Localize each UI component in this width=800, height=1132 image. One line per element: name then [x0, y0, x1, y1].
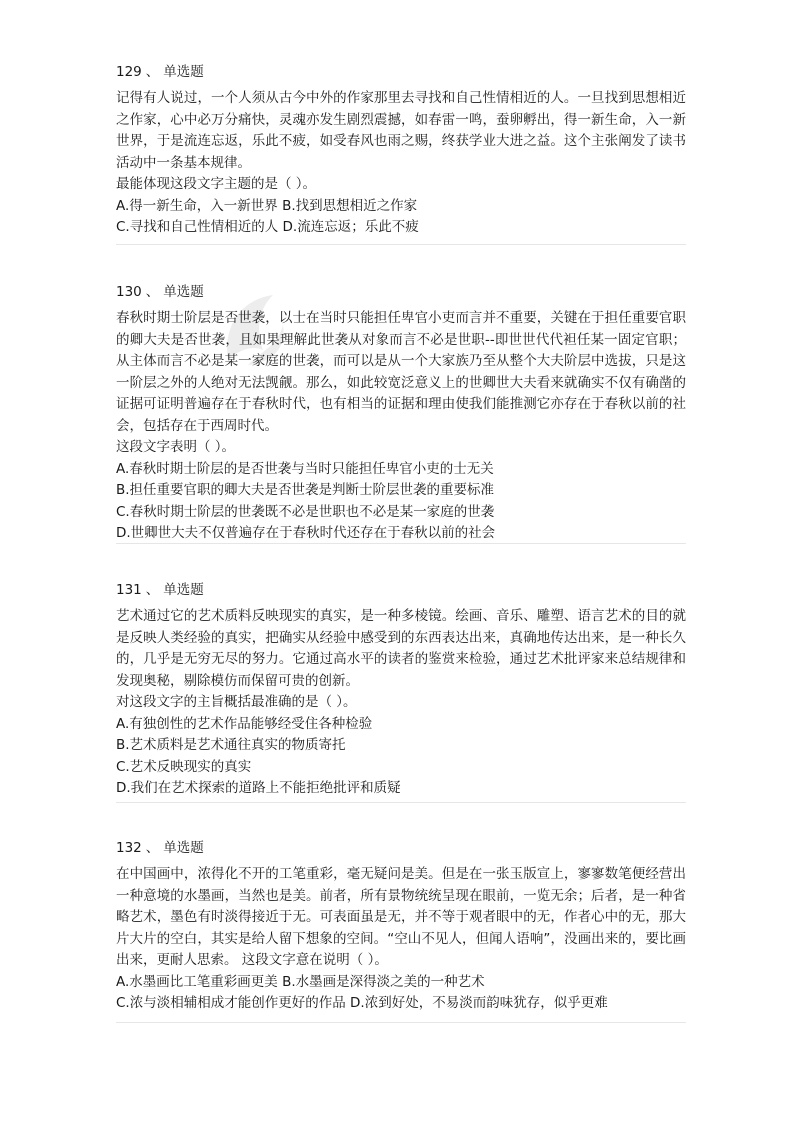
question-divider [116, 543, 686, 544]
option-d[interactable]: D.我们在艺术探索的道路上不能拒绝批评和质疑 [116, 780, 401, 796]
question-header [116, 62, 686, 82]
question-passage: 在中国画中，浓得化不开的工笔重彩，毫无疑问是美。但是在一张玉版宣上，寥寥数笔便经营出一种意境的水墨画，当然也是美。前者，所有景物统统呈现在眼前，一览无余；后者，是一种省略艺术，墨色有时淡得接近于无。可表面虽是无，并不等于观者眼中的无，作者心中的无，那大片大片的空白，其实是给人留下想象的空间。“空山不见人，但闻人语响”，没画出来的，要比画出来，更耐人思索。 这段文字意在说明（ ）。 [116, 866, 686, 968]
option-b[interactable]: B.担任重要官职的卿大夫是否世袭是判断士阶层世袭的重要标准 [116, 482, 495, 498]
question-type: 单选题 [163, 284, 204, 300]
question-separator: 、 [145, 840, 160, 856]
question-passage: 记得有人说过，一个人须从古今中外的作家那里去寻找和自己性情相近的人。一旦找到思想相近之作家，心中必万分痛快，灵魂亦发生剧烈震撼，如春雷一鸣，蚕卵孵出，得一新生命，入一新世界，于是流连忘返，乐此不疲，如受春风也雨之赐，终获学业大进之益。这个主张阐发了读书活动中一条基本规律。 [116, 90, 686, 171]
option-b[interactable]: B.艺术质料是艺术通往真实的物质寄托 [116, 737, 346, 753]
question-divider [116, 244, 686, 245]
question-stem: 最能体现这段文字主题的是（ ）。 [116, 176, 317, 192]
question-divider [116, 802, 686, 803]
question-separator: 、 [145, 582, 160, 598]
question-number: 130 [116, 284, 142, 300]
question-passage: 春秋时期士阶层是否世袭，以士在当时只能担任卑官小吏而言并不重要，关键在于担任重要官职的卿大夫是否世袭，且如果理解此世袭从对象而言不必是世职--即世世代代袒任某一固定官职；从主体而言不必是某一家庭的世袭，而可以是从一个大家族乃至从整个大夫阶层中选拔，只是这一阶层之外的人绝对无法觊觎。那么，如此较宽泛意义上的世卿世大夫看来就确实不仅有确凿的证据可证明普遍存在于春秋时代，也有相当的证据和理由使我们能推测它亦存在于春秋以前的社会，包括存在于西周时代。 [116, 310, 686, 434]
question-131 [116, 580, 686, 800]
question-stem: 对这段文字的主旨概括最准确的是（ ）。 [116, 694, 357, 710]
option-c[interactable]: C.春秋时期士阶层的世袭既不必是世职也不必是某一家庭的世袭 [116, 503, 495, 520]
question-header [116, 580, 686, 600]
question-divider [116, 1022, 686, 1023]
option-d[interactable]: D.世卿世大夫不仅普遍存在于春秋时代还存在于春秋以前的社会 [116, 525, 496, 541]
question-passage: 艺术通过它的艺术质料反映现实的真实，是一种多棱镜。绘画、音乐、雕塑、语言艺术的目的就是反映人类经验的真实，把确实从经验中感受到的东西表达出来，真确地传达出来，是一种长久的，几乎是无穷无尽的努力。它通过高水平的读者的鉴赏来检验，通过艺术批评家来总结规律和发现奥秘，剔除模仿而保留可贵的创新。 [116, 608, 686, 689]
question-129 [116, 62, 686, 239]
option-line[interactable]: A.得一新生命，入一新世界 B.找到思想相近之作家 [116, 197, 418, 214]
question-separator: 、 [145, 284, 160, 300]
question-separator: 、 [145, 64, 160, 80]
option-c[interactable]: C.艺术反映现实的真实 [116, 758, 252, 775]
option-a[interactable]: A.春秋时期士阶层的是否世袭与当时只能担任卑官小吏的士无关 [116, 460, 494, 477]
question-type: 单选题 [163, 840, 204, 856]
option-line[interactable]: C.浓与淡相辅相成才能创作更好的作品 D.浓到好处，不易淡而韵味犹存，似乎更难 [116, 995, 608, 1011]
question-type: 单选题 [163, 582, 204, 598]
question-type: 单选题 [163, 64, 204, 80]
question-130 [116, 282, 686, 545]
question-132 [116, 838, 686, 1015]
option-line[interactable]: C.寻找和自己性情相近的人 D.流连忘返；乐此不疲 [116, 219, 419, 235]
question-number: 132 [116, 840, 142, 856]
question-header [116, 282, 686, 302]
question-number: 131 [116, 582, 142, 598]
question-number: 129 [116, 64, 142, 80]
question-header [116, 838, 686, 858]
option-a[interactable]: A.有独创性的艺术作品能够经受住各种检验 [116, 715, 373, 732]
option-line[interactable]: A.水墨画比工笔重彩画更美 B.水墨画是深得淡之美的一种艺术 [116, 973, 485, 990]
question-stem: 这段文字表明（ ）。 [116, 439, 236, 455]
